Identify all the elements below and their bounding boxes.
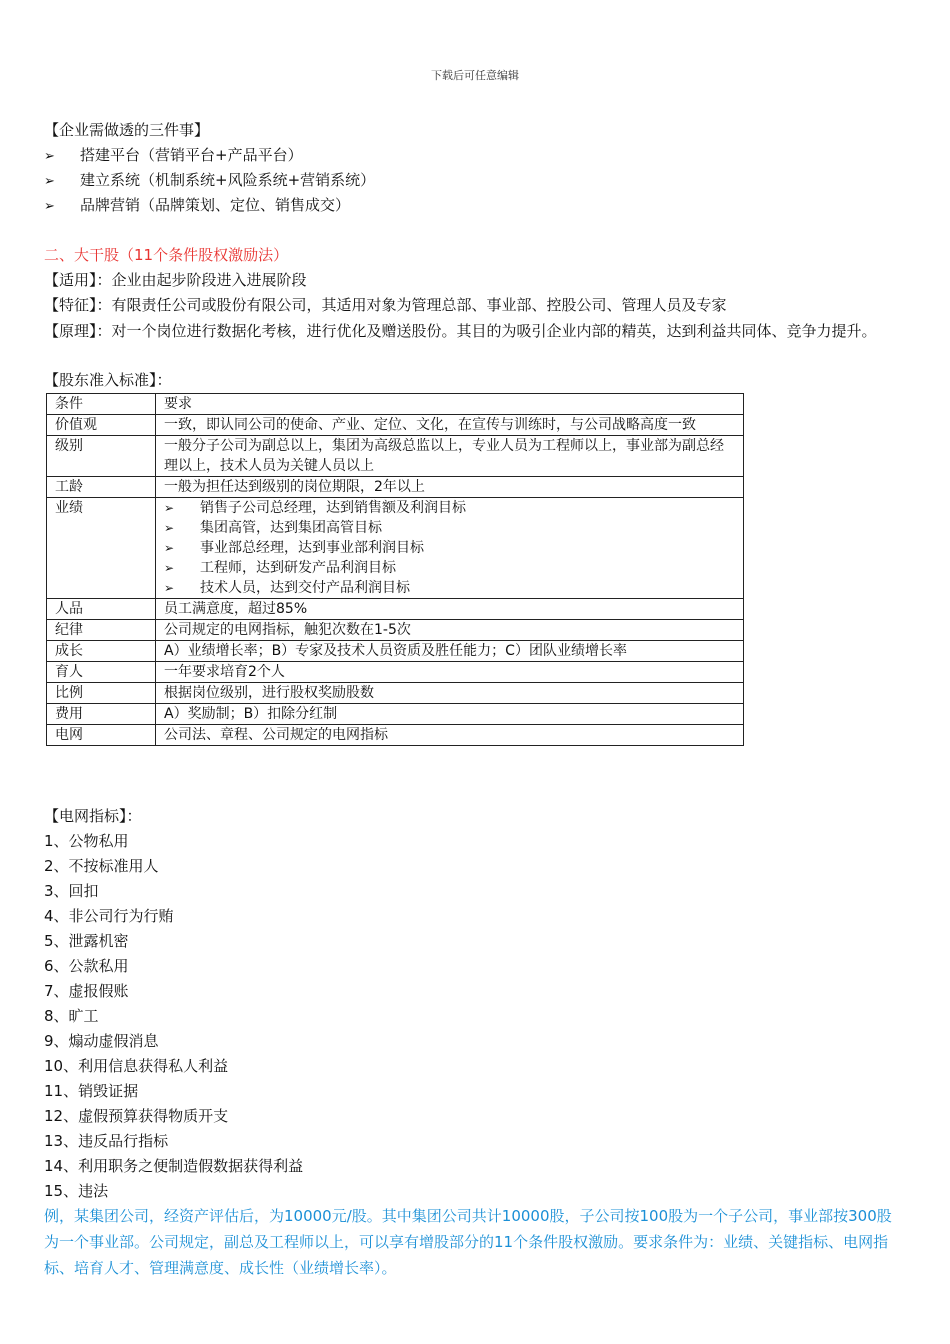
- requirement-cell: 公司法、章程、公司规定的电网指标: [156, 725, 744, 746]
- section1-item: [44, 193, 350, 218]
- arrow-bullet-icon: ➢: [44, 149, 55, 164]
- table-row: [47, 725, 744, 746]
- list-item: 12、虚假预算获得物质开支: [44, 1107, 229, 1125]
- requirement-cell: 公司规定的电网指标，触犯次数在1-5次: [156, 620, 744, 641]
- performance-item-text: 销售子公司总经理，达到销售额及利润目标: [200, 500, 466, 516]
- requirement-cell: 一年要求培育2个人: [156, 662, 744, 683]
- condition-cell: 成长: [47, 641, 156, 662]
- section1-title: 【企业需做透的三件事】: [44, 121, 210, 139]
- standard-table: [46, 393, 744, 746]
- list-item: 15、违法: [44, 1182, 109, 1200]
- grid-indicator-list: [44, 804, 303, 1204]
- list-item: 9、煽动虚假消息: [44, 1032, 159, 1050]
- performance-item: [164, 518, 735, 538]
- page-header: 下载后可任意编辑: [431, 69, 519, 82]
- condition-cell: 纪律: [47, 620, 156, 641]
- condition-cell: 价值观: [47, 415, 156, 436]
- principle-text: 【原理】：对一个岗位进行数据化考核，进行优化及赠送股份。其目的为吸引企业内部的精英，达到利益共同体、竞争力提升。: [44, 322, 877, 340]
- requirement-cell: 根据岗位级别，进行股权奖励股数: [156, 683, 744, 704]
- table-row: [47, 641, 744, 662]
- section1-item-text: 建立系统（机制系统+风险系统+营销系统）: [80, 171, 376, 189]
- list-item: 3、回扣: [44, 882, 99, 900]
- table-header-cell: 要求: [156, 394, 744, 415]
- table-row: [47, 498, 744, 599]
- grid-title: 【电网指标】：: [44, 807, 142, 825]
- section1-item: [44, 168, 375, 193]
- apply-text: 【适用】：企业由起步阶段进入进展阶段: [44, 271, 307, 289]
- list-item: 8、旷工: [44, 1007, 99, 1025]
- arrow-bullet-icon: ➢: [164, 501, 175, 515]
- list-item: 13、违反品行指标: [44, 1132, 169, 1150]
- arrow-bullet-icon: ➢: [164, 541, 175, 555]
- feature-text: 【特征】：有限责任公司或股份有限公司，其适用对象为管理总部、事业部、控股公司、管理人员及专家: [44, 296, 727, 314]
- table-row: [47, 683, 744, 704]
- condition-cell: 级别: [47, 436, 156, 477]
- table-row: [47, 477, 744, 498]
- list-item: 2、不按标准用人: [44, 857, 159, 875]
- table-row: [47, 620, 744, 641]
- requirement-cell: A）业绩增长率；B）专家及技术人员资质及胜任能力；C）团队业绩增长率: [156, 641, 744, 662]
- performance-item-text: 事业部总经理，达到事业部利润目标: [200, 540, 424, 556]
- condition-cell: 工龄: [47, 477, 156, 498]
- arrow-bullet-icon: ➢: [44, 174, 55, 189]
- arrow-bullet-icon: ➢: [164, 521, 175, 535]
- condition-cell: 育人: [47, 662, 156, 683]
- arrow-bullet-icon: ➢: [164, 581, 175, 595]
- list-item: 5、泄露机密: [44, 932, 129, 950]
- section1-item-text: 品牌营销（品牌策划、定位、销售成交）: [80, 196, 351, 214]
- table-row: [47, 599, 744, 620]
- condition-cell: 费用: [47, 704, 156, 725]
- list-item: 10、利用信息获得私人利益: [44, 1057, 229, 1075]
- table-header-cell: 条件: [47, 394, 156, 415]
- example-paragraph: 例，某集团公司，经资产评估后，为10000元/股。其中集团公司共计10000股，子公司按100股为一个子公司，事业部按300股为一个事业部。公司规定，副总及工程师以上，可以享有增股部分的11个条件股权激励。要求条件为：业绩、关键指标、电网指标、培育人才、管理满意度、成长性（业绩增长率）。: [44, 1207, 892, 1277]
- requirement-cell: A）奖励制；B）扣除分红制: [156, 704, 744, 725]
- requirement-cell: 一致，即认同公司的使命、产业、定位、文化，在宣传与训练时，与公司战略高度一致: [156, 415, 744, 436]
- requirement-cell: 员工满意度，超过85%: [156, 599, 744, 620]
- performance-item: [164, 538, 735, 558]
- table-row: [47, 662, 744, 683]
- arrow-bullet-icon: ➢: [44, 199, 55, 214]
- performance-item: [164, 498, 735, 518]
- list-item: 14、利用职务之便制造假数据获得利益: [44, 1157, 304, 1175]
- condition-cell: 电网: [47, 725, 156, 746]
- section2-heading: 二、大干股（11个条件股权激励法）: [44, 246, 289, 264]
- performance-item-text: 工程师，达到研发产品利润目标: [200, 560, 396, 576]
- arrow-bullet-icon: ➢: [164, 561, 175, 575]
- condition-cell: 业绩: [47, 498, 156, 599]
- condition-cell: 比例: [47, 683, 156, 704]
- requirement-cell: 一般分子公司为副总以上，集团为高级总监以上，专业人员为工程师以上，事业部为副总经理以上，技术人员为关键人员以上: [156, 436, 744, 477]
- performance-item: [164, 578, 735, 598]
- list-item: 11、销毁证据: [44, 1082, 139, 1100]
- list-item: 7、虚报假账: [44, 982, 129, 1000]
- section1-item: [44, 143, 303, 168]
- table-header-row: [47, 394, 744, 415]
- list-item: 6、公款私用: [44, 957, 129, 975]
- requirement-cell: 一般为担任达到级别的岗位期限，2年以上: [156, 477, 744, 498]
- table-row: [47, 704, 744, 725]
- list-item: 4、非公司行为行贿: [44, 907, 174, 925]
- standard-title: 【股东准入标准】：: [44, 371, 172, 389]
- performance-item-text: 技术人员，达到交付产品利润目标: [200, 580, 410, 596]
- table-row: [47, 436, 744, 477]
- performance-item-text: 集团高管，达到集团高管目标: [200, 520, 382, 536]
- section1-item-text: 搭建平台（营销平台+产品平台）: [80, 146, 303, 164]
- performance-item: [164, 558, 735, 578]
- table-row: [47, 415, 744, 436]
- condition-cell: 人品: [47, 599, 156, 620]
- requirement-cell: [156, 498, 744, 599]
- list-item: 1、公物私用: [44, 832, 129, 850]
